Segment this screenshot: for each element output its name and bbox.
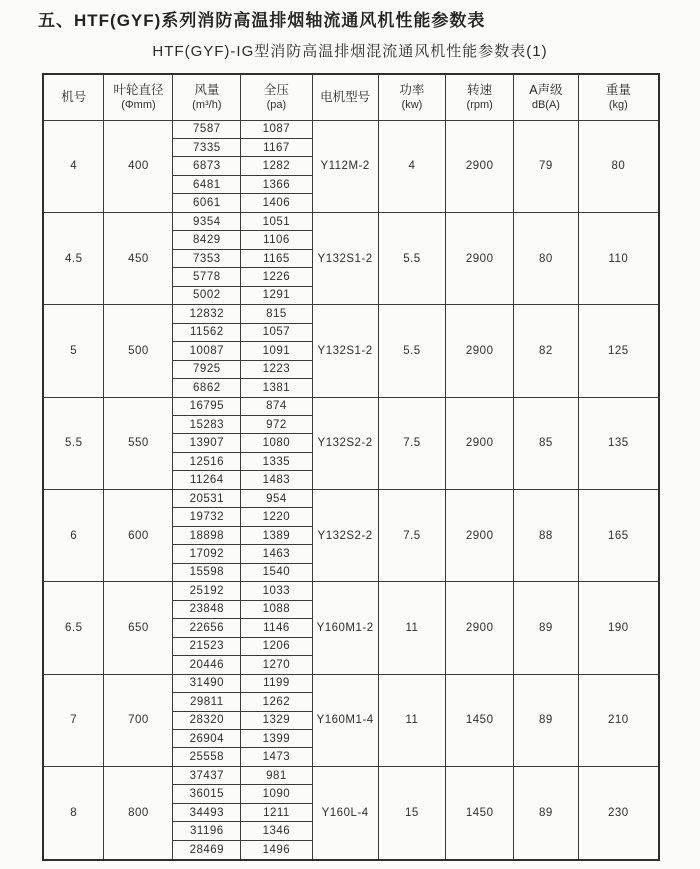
cell-noise-level: 89: [514, 766, 579, 860]
cell-weight: 165: [578, 489, 659, 581]
cell-pressure: 1206: [241, 637, 312, 655]
cell-noise-level: 80: [514, 212, 579, 304]
cell-pressure: 1291: [241, 286, 312, 304]
column-unit: dB(A): [531, 98, 560, 111]
table-header: [43, 74, 659, 120]
cell-motor-model: Y160M1-2: [312, 582, 378, 674]
cell-pressure: 1473: [241, 748, 312, 766]
cell-impeller-diameter: 550: [104, 397, 173, 489]
column-unit: (m³/h): [192, 98, 222, 111]
cell-impeller-diameter: 500: [104, 305, 173, 397]
column-header-pressure: [241, 74, 312, 120]
cell-speed: 1450: [446, 766, 514, 860]
cell-motor-model: Y160M1-4: [312, 674, 378, 766]
header-row: [43, 74, 659, 120]
cell-airflow: 18898: [173, 526, 241, 544]
cell-speed: 2900: [446, 489, 514, 581]
cell-airflow: 5778: [173, 268, 241, 286]
cell-airflow: 25192: [173, 582, 241, 600]
cell-model-no: 4: [43, 120, 104, 212]
cell-pressure: 1389: [241, 526, 312, 544]
cell-airflow: 36015: [173, 785, 241, 803]
cell-airflow: 7353: [173, 249, 241, 267]
cell-airflow: 28469: [173, 840, 241, 860]
cell-pressure: 1329: [241, 711, 312, 729]
cell-motor-model: Y132S1-2: [312, 305, 378, 397]
cell-airflow: 6862: [173, 379, 241, 397]
table-row: [43, 397, 659, 415]
cell-model-no: 6.5: [43, 582, 104, 674]
cell-weight: 125: [578, 305, 659, 397]
cell-airflow: 13907: [173, 434, 241, 452]
cell-pressure: 874: [241, 397, 312, 415]
cell-airflow: 25558: [173, 748, 241, 766]
cell-airflow: 15283: [173, 416, 241, 434]
cell-speed: 1450: [446, 674, 514, 766]
cell-pressure: 1211: [241, 803, 312, 821]
cell-pressure: 954: [241, 489, 312, 507]
cell-speed: 2900: [446, 397, 514, 489]
cell-power: 7.5: [378, 489, 446, 581]
column-label: 功率: [399, 82, 425, 97]
cell-pressure: 1051: [241, 212, 312, 230]
cell-pressure: 1399: [241, 729, 312, 747]
fan-performance-table: [42, 73, 660, 861]
table-row: [43, 582, 659, 600]
cell-noise-level: 88: [514, 489, 579, 581]
table-body: [43, 120, 659, 860]
cell-speed: 2900: [446, 120, 514, 212]
column-header-airflow: [173, 74, 241, 120]
cell-airflow: 7925: [173, 360, 241, 378]
cell-model-no: 5.5: [43, 397, 104, 489]
cell-weight: 110: [578, 212, 659, 304]
cell-airflow: 29811: [173, 693, 241, 711]
column-label: A声级: [529, 82, 563, 97]
cell-airflow: 21523: [173, 637, 241, 655]
cell-noise-level: 89: [514, 674, 579, 766]
cell-airflow: 12832: [173, 305, 241, 323]
cell-pressure: 1057: [241, 323, 312, 341]
cell-power: 11: [378, 674, 446, 766]
cell-weight: 210: [578, 674, 659, 766]
cell-airflow: 10087: [173, 342, 241, 360]
column-unit: (pa): [266, 98, 287, 111]
table-row: [43, 305, 659, 323]
cell-pressure: 1483: [241, 471, 312, 489]
cell-weight: 135: [578, 397, 659, 489]
table-subtitle: HTF(GYF)-IG型消防高温排烟混流通风机性能参数表(1): [152, 43, 548, 60]
cell-speed: 2900: [446, 582, 514, 674]
cell-noise-level: 79: [514, 120, 579, 212]
cell-pressure: 1091: [241, 342, 312, 360]
cell-weight: 230: [578, 766, 659, 860]
column-label: 转速: [467, 82, 493, 97]
cell-pressure: 1087: [241, 120, 312, 138]
cell-pressure: 1381: [241, 379, 312, 397]
cell-pressure: 1146: [241, 619, 312, 637]
cell-airflow: 12516: [173, 452, 241, 470]
cell-weight: 190: [578, 582, 659, 674]
cell-power: 11: [378, 582, 446, 674]
cell-impeller-diameter: 650: [104, 582, 173, 674]
cell-motor-model: Y132S1-2: [312, 212, 378, 304]
cell-airflow: 16795: [173, 397, 241, 415]
column-label: 电机型号: [320, 89, 371, 104]
cell-airflow: 11562: [173, 323, 241, 341]
cell-airflow: 8429: [173, 231, 241, 249]
cell-airflow: 9354: [173, 212, 241, 230]
table-row: [43, 674, 659, 692]
cell-power: 5.5: [378, 212, 446, 304]
cell-pressure: 1226: [241, 268, 312, 286]
cell-motor-model: Y132S2-2: [312, 489, 378, 581]
table-row: [43, 489, 659, 507]
column-header-noise-level: [514, 74, 579, 120]
cell-model-no: 4.5: [43, 212, 104, 304]
cell-pressure: 1463: [241, 545, 312, 563]
cell-airflow: 37437: [173, 766, 241, 784]
cell-model-no: 8: [43, 766, 104, 860]
cell-pressure: 1167: [241, 138, 312, 156]
cell-airflow: 20531: [173, 489, 241, 507]
column-label: 机号: [61, 89, 87, 104]
cell-airflow: 11264: [173, 471, 241, 489]
cell-model-no: 7: [43, 674, 104, 766]
cell-airflow: 31196: [173, 822, 241, 840]
cell-pressure: 1033: [241, 582, 312, 600]
column-header-motor-model: [312, 74, 378, 120]
cell-model-no: 5: [43, 305, 104, 397]
cell-power: 4: [378, 120, 446, 212]
cell-pressure: 1088: [241, 600, 312, 618]
cell-model-no: 6: [43, 489, 104, 581]
column-unit: (Φmm): [121, 98, 156, 111]
cell-impeller-diameter: 400: [104, 120, 173, 212]
cell-airflow: 26904: [173, 729, 241, 747]
cell-pressure: 1165: [241, 249, 312, 267]
table-row: [43, 120, 659, 138]
cell-pressure: 1106: [241, 231, 312, 249]
cell-airflow: 28320: [173, 711, 241, 729]
cell-pressure: 972: [241, 416, 312, 434]
cell-airflow: 19732: [173, 508, 241, 526]
cell-motor-model: Y132S2-2: [312, 397, 378, 489]
column-unit: (rpm): [466, 98, 493, 111]
cell-pressure: 1199: [241, 674, 312, 692]
column-header-power: [378, 74, 446, 120]
cell-airflow: 20446: [173, 656, 241, 674]
cell-noise-level: 89: [514, 582, 579, 674]
table-row: [43, 212, 659, 230]
cell-pressure: 1366: [241, 175, 312, 193]
cell-power: 15: [378, 766, 446, 860]
cell-impeller-diameter: 450: [104, 212, 173, 304]
column-label: 全压: [263, 82, 289, 97]
cell-pressure: 1223: [241, 360, 312, 378]
cell-airflow: 6061: [173, 194, 241, 212]
cell-pressure: 1270: [241, 656, 312, 674]
column-label: 重量: [605, 82, 631, 97]
cell-airflow: 15598: [173, 563, 241, 581]
cell-airflow: 6481: [173, 175, 241, 193]
page-title: 五、HTF(GYF)系列消防高温排烟轴流通风机性能参数表: [38, 11, 486, 30]
cell-impeller-diameter: 600: [104, 489, 173, 581]
cell-airflow: 5002: [173, 286, 241, 304]
cell-pressure: 1080: [241, 434, 312, 452]
cell-impeller-diameter: 700: [104, 674, 173, 766]
cell-speed: 2900: [446, 212, 514, 304]
cell-impeller-diameter: 800: [104, 766, 173, 860]
column-header-weight: [578, 74, 659, 120]
cell-pressure: 1346: [241, 822, 312, 840]
cell-motor-model: Y112M-2: [312, 120, 378, 212]
cell-pressure: 1090: [241, 785, 312, 803]
cell-pressure: 1406: [241, 194, 312, 212]
column-label: 叶轮直径: [113, 82, 164, 97]
cell-pressure: 1262: [241, 693, 312, 711]
column-unit: (kw): [401, 98, 423, 111]
cell-pressure: 981: [241, 766, 312, 784]
table-row: [43, 766, 659, 784]
cell-airflow: 7587: [173, 120, 241, 138]
column-label: 风量: [194, 82, 220, 97]
cell-pressure: 1335: [241, 452, 312, 470]
column-header-model-no: [43, 74, 104, 120]
cell-airflow: 17092: [173, 545, 241, 563]
column-unit: (kg): [608, 98, 628, 111]
cell-power: 5.5: [378, 305, 446, 397]
cell-airflow: 6873: [173, 157, 241, 175]
column-header-impeller-diameter: [104, 74, 173, 120]
cell-noise-level: 82: [514, 305, 579, 397]
cell-airflow: 23848: [173, 600, 241, 618]
cell-airflow: 31490: [173, 674, 241, 692]
cell-pressure: 815: [241, 305, 312, 323]
cell-airflow: 34493: [173, 803, 241, 821]
cell-pressure: 1496: [241, 840, 312, 860]
cell-pressure: 1282: [241, 157, 312, 175]
cell-pressure: 1540: [241, 563, 312, 581]
cell-noise-level: 85: [514, 397, 579, 489]
cell-speed: 2900: [446, 305, 514, 397]
cell-weight: 80: [578, 120, 659, 212]
cell-airflow: 22656: [173, 619, 241, 637]
cell-power: 7.5: [378, 397, 446, 489]
column-header-speed: [446, 74, 514, 120]
cell-pressure: 1220: [241, 508, 312, 526]
cell-motor-model: Y160L-4: [312, 766, 378, 860]
cell-airflow: 7335: [173, 138, 241, 156]
